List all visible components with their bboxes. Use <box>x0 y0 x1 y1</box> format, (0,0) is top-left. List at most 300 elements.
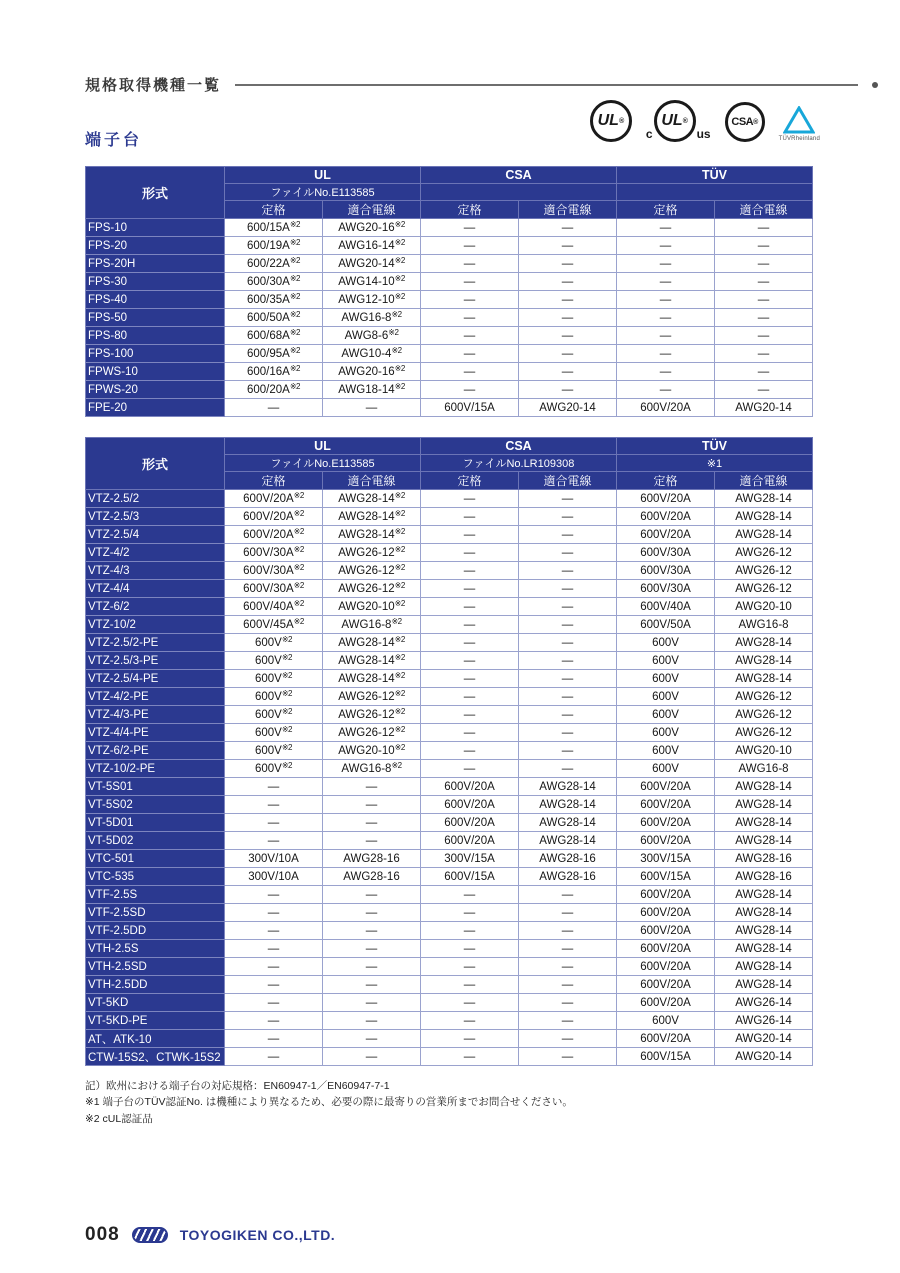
spec-value-cell: AWG28-14 <box>715 508 813 526</box>
spec-value-cell: — <box>519 652 617 670</box>
spec-value-cell: — <box>519 706 617 724</box>
table-body <box>86 490 813 1066</box>
group-header-tüv: TÜV <box>617 438 813 455</box>
spec-value-cell: AWG26-12 <box>715 706 813 724</box>
spec-value-cell: AWG28-14$^{※2}$ <box>323 670 421 688</box>
spec-value-cell: AWG10-4$^{※2}$ <box>323 345 421 363</box>
note-2-superscript: ※2 <box>394 508 405 518</box>
spec-value-cell: 600V/15A <box>421 868 519 886</box>
spec-value-cell: AWG28-14 <box>715 886 813 904</box>
sub-column-header: 適合電線 <box>323 472 421 490</box>
spec-value-cell: 600V/20A <box>617 940 715 958</box>
spec-value-cell: — <box>421 958 519 976</box>
title-rule <box>235 84 858 86</box>
spec-value-cell: $600/15A^{※2}$ <box>225 219 323 237</box>
table-row <box>86 976 813 994</box>
model-name-cell: FPS-30 <box>86 273 225 291</box>
note-2-superscript: ※2 <box>391 616 402 626</box>
spec-value-cell: AWG8-6$^{※2}$ <box>323 327 421 345</box>
spec-value-cell: — <box>421 688 519 706</box>
spec-value-cell: $600/95A^{※2}$ <box>225 345 323 363</box>
table-row <box>86 922 813 940</box>
spec-value-cell: — <box>225 976 323 994</box>
spec-value-cell: — <box>323 778 421 796</box>
spec-value-cell: — <box>519 688 617 706</box>
model-column-header: 形式 <box>86 167 225 219</box>
table-row <box>86 309 813 327</box>
note-2-superscript: ※2 <box>388 327 399 337</box>
spec-value-cell: — <box>519 994 617 1012</box>
spec-value-cell: — <box>519 976 617 994</box>
spec-value-cell: 600V <box>617 688 715 706</box>
spec-value-cell: AWG28-14 <box>715 796 813 814</box>
spec-value-cell: — <box>715 219 813 237</box>
model-name-cell: VTH-2.5SD <box>86 958 225 976</box>
spec-value-cell: — <box>519 1048 617 1066</box>
model-name-cell: FPS-10 <box>86 219 225 237</box>
note-2-superscript: ※2 <box>281 742 292 752</box>
model-name-cell: VTZ-4/3 <box>86 562 225 580</box>
spec-value-cell: AWG20-14$^{※2}$ <box>323 255 421 273</box>
spec-value-cell: AWG28-14 <box>715 814 813 832</box>
spec-value-cell: AWG16-8$^{※2}$ <box>323 760 421 778</box>
spec-value-cell: — <box>225 940 323 958</box>
table-row <box>86 381 813 399</box>
table-row <box>86 886 813 904</box>
sub-column-header: 適合電線 <box>715 201 813 219</box>
sub-column-header: 定格 <box>225 201 323 219</box>
note-2-superscript: ※2 <box>394 544 405 554</box>
spec-value-cell: AWG28-14 <box>715 526 813 544</box>
spec-value-cell: 600V/15A <box>617 868 715 886</box>
note-2-superscript: ※2 <box>394 652 405 662</box>
note-2-superscript: ※2 <box>391 309 402 319</box>
sub-column-header: 定格 <box>617 201 715 219</box>
footnotes <box>85 1078 573 1127</box>
table-row <box>86 706 813 724</box>
sub-column-header: 適合電線 <box>715 472 813 490</box>
table-row <box>86 652 813 670</box>
note-2-superscript: ※2 <box>391 760 402 770</box>
note-2-superscript: ※2 <box>394 291 405 301</box>
spec-value-cell: AWG20-14 <box>715 1030 813 1048</box>
spec-value-cell: — <box>617 309 715 327</box>
model-name-cell: FPWS-20 <box>86 381 225 399</box>
model-name-cell: VTZ-2.5/3-PE <box>86 652 225 670</box>
table-row <box>86 670 813 688</box>
note-2-superscript: ※2 <box>394 237 405 247</box>
note-2-superscript: ※2 <box>289 237 300 247</box>
spec-value-cell: 600V/20A <box>617 778 715 796</box>
spec-value-cell: — <box>421 508 519 526</box>
spec-value-cell: — <box>421 381 519 399</box>
spec-value-cell: — <box>421 760 519 778</box>
spec-value-cell: — <box>617 345 715 363</box>
table-row <box>86 562 813 580</box>
spec-value-cell: AWG16-8$^{※2}$ <box>323 616 421 634</box>
spec-value-cell: — <box>617 327 715 345</box>
spec-value-cell: — <box>225 1048 323 1066</box>
spec-value-cell: $600/20A^{※2}$ <box>225 381 323 399</box>
model-name-cell: VTZ-2.5/3 <box>86 508 225 526</box>
spec-value-cell: AWG28-14 <box>715 940 813 958</box>
group-header-ul: UL <box>225 438 421 455</box>
note-2-superscript: ※2 <box>281 688 292 698</box>
spec-value-cell: — <box>617 219 715 237</box>
spec-value-cell: — <box>323 1012 421 1030</box>
model-name-cell: VTZ-2.5/4-PE <box>86 670 225 688</box>
spec-value-cell: — <box>225 1030 323 1048</box>
spec-value-cell: — <box>421 327 519 345</box>
header-row-groups <box>86 167 813 184</box>
model-name-cell: VTF-2.5S <box>86 886 225 904</box>
spec-value-cell: AWG28-14 <box>715 958 813 976</box>
spec-value-cell: 600V/20A <box>617 886 715 904</box>
spec-value-cell: — <box>225 994 323 1012</box>
note-2-superscript: ※2 <box>289 255 300 265</box>
spec-value-cell: 600V <box>617 742 715 760</box>
table-row <box>86 598 813 616</box>
spec-value-cell: AWG28-14 <box>715 832 813 850</box>
note-2-superscript: ※2 <box>293 508 304 518</box>
spec-value-cell: — <box>323 958 421 976</box>
model-name-cell: VTZ-6/2 <box>86 598 225 616</box>
file-number-header: ファイルNo.E113585 <box>225 184 421 201</box>
spec-value-cell: $600V^{※2}$ <box>225 706 323 724</box>
spec-value-cell: — <box>421 670 519 688</box>
spec-value-cell: — <box>225 796 323 814</box>
note-2-superscript: ※2 <box>394 634 405 644</box>
subsection-title: 端子台 <box>85 132 143 149</box>
spec-value-cell: AWG26-12$^{※2}$ <box>323 562 421 580</box>
spec-value-cell: $600/22A^{※2}$ <box>225 255 323 273</box>
spec-value-cell: AWG20-16$^{※2}$ <box>323 363 421 381</box>
spec-value-cell: — <box>519 309 617 327</box>
table-row <box>86 1030 813 1048</box>
spec-value-cell: — <box>421 634 519 652</box>
model-name-cell: AT、ATK-10 <box>86 1030 225 1048</box>
table-row <box>86 904 813 922</box>
spec-value-cell: AWG28-14$^{※2}$ <box>323 526 421 544</box>
spec-value-cell: — <box>519 327 617 345</box>
spec-value-cell: AWG28-14$^{※2}$ <box>323 508 421 526</box>
spec-value-cell: — <box>323 796 421 814</box>
spec-value-cell: $600V/30A^{※2}$ <box>225 562 323 580</box>
spec-value-cell: — <box>617 237 715 255</box>
spec-value-cell: — <box>519 670 617 688</box>
spec-value-cell: — <box>617 255 715 273</box>
spec-value-cell: — <box>421 580 519 598</box>
spec-value-cell: 600V/20A <box>617 904 715 922</box>
spec-value-cell: AWG26-12 <box>715 544 813 562</box>
group-header-ul: UL <box>225 167 421 184</box>
model-name-cell: VTC-535 <box>86 868 225 886</box>
spec-value-cell: — <box>519 345 617 363</box>
spec-value-cell: AWG28-14 <box>519 832 617 850</box>
cul-prefix: c <box>645 127 653 141</box>
spec-value-cell: 600V/20A <box>421 814 519 832</box>
spec-value-cell: 600V/50A <box>617 616 715 634</box>
spec-value-cell: $600V/30A^{※2}$ <box>225 580 323 598</box>
note-2-superscript: ※2 <box>281 634 292 644</box>
model-name-cell: FPS-20H <box>86 255 225 273</box>
sub-column-header: 定格 <box>421 472 519 490</box>
csa-logo-icon <box>725 102 765 142</box>
header-row-groups <box>86 438 813 455</box>
note-2-superscript: ※2 <box>394 381 405 391</box>
spec-value-cell: — <box>617 381 715 399</box>
spec-value-cell: 600V/30A <box>617 544 715 562</box>
spec-value-cell: $600/19A^{※2}$ <box>225 237 323 255</box>
spec-value-cell: 600V/20A <box>617 832 715 850</box>
spec-value-cell: 600V/20A <box>617 814 715 832</box>
model-name-cell: VTZ-6/2-PE <box>86 742 225 760</box>
note-2: ※2 cUL認証品 <box>85 1112 153 1125</box>
page-footer <box>85 1224 335 1246</box>
spec-value-cell: AWG20-14 <box>715 1048 813 1066</box>
spec-value-cell: $600V/30A^{※2}$ <box>225 544 323 562</box>
spec-value-cell: 600V/20A <box>617 1030 715 1048</box>
spec-value-cell: AWG28-14 <box>715 904 813 922</box>
model-name-cell: FPS-20 <box>86 237 225 255</box>
spec-value-cell: — <box>519 580 617 598</box>
note-2-superscript: ※2 <box>281 670 292 680</box>
spec-value-cell: AWG20-10 <box>715 742 813 760</box>
sub-column-header: 定格 <box>225 472 323 490</box>
note-2-superscript: ※2 <box>293 598 304 608</box>
spec-value-cell: 600V <box>617 706 715 724</box>
note-2-superscript: ※2 <box>293 526 304 536</box>
table-row <box>86 940 813 958</box>
spec-value-cell: 600V/20A <box>421 796 519 814</box>
spec-value-cell: — <box>421 940 519 958</box>
spec-value-cell: AWG28-14$^{※2}$ <box>323 652 421 670</box>
note-2-superscript: ※2 <box>394 255 405 265</box>
spec-value-cell: — <box>323 399 421 417</box>
table-row <box>86 796 813 814</box>
spec-value-cell: AWG26-12$^{※2}$ <box>323 688 421 706</box>
spec-value-cell: — <box>225 399 323 417</box>
spec-value-cell: $600V/40A^{※2}$ <box>225 598 323 616</box>
toyogiken-logo-icon <box>132 1227 168 1243</box>
spec-value-cell: 600V/20A <box>617 976 715 994</box>
model-name-cell: VTZ-10/2-PE <box>86 760 225 778</box>
model-name-cell: VT-5KD-PE <box>86 1012 225 1030</box>
note-2-superscript: ※2 <box>289 363 300 373</box>
spec-value-cell: — <box>421 309 519 327</box>
spec-value-cell: $600/50A^{※2}$ <box>225 309 323 327</box>
table-row <box>86 616 813 634</box>
spec-value-cell: AWG26-12$^{※2}$ <box>323 580 421 598</box>
note-2-superscript: ※2 <box>289 309 300 319</box>
spec-value-cell: — <box>421 1012 519 1030</box>
spec-value-cell: — <box>519 616 617 634</box>
sub-column-header: 適合電線 <box>519 472 617 490</box>
spec-value-cell: — <box>519 904 617 922</box>
spec-value-cell: — <box>519 922 617 940</box>
model-name-cell: VTZ-2.5/2-PE <box>86 634 225 652</box>
table-row <box>86 1048 813 1066</box>
spec-value-cell: 600V/15A <box>617 1048 715 1066</box>
spec-value-cell: — <box>519 363 617 381</box>
model-name-cell: VTZ-2.5/4 <box>86 526 225 544</box>
spec-value-cell: — <box>323 994 421 1012</box>
spec-value-cell: — <box>519 760 617 778</box>
note-general: 記）欧州における端子台の対応規格：EN60947-1／EN60947-7-1 <box>85 1080 390 1092</box>
spec-value-cell: — <box>421 490 519 508</box>
spec-value-cell: — <box>617 363 715 381</box>
note-2-superscript: ※2 <box>394 724 405 734</box>
spec-value-cell: — <box>519 544 617 562</box>
model-name-cell: FPS-40 <box>86 291 225 309</box>
model-name-cell: VTZ-10/2 <box>86 616 225 634</box>
table-row <box>86 958 813 976</box>
spec-value-cell: AWG28-16 <box>519 868 617 886</box>
spec-value-cell: AWG28-14$^{※2}$ <box>323 634 421 652</box>
spec-value-cell: $600/16A^{※2}$ <box>225 363 323 381</box>
spec-value-cell: — <box>519 598 617 616</box>
spec-value-cell: — <box>519 237 617 255</box>
spec-value-cell: — <box>715 273 813 291</box>
spec-value-cell: AWG28-14 <box>519 814 617 832</box>
spec-value-cell: AWG26-12$^{※2}$ <box>323 706 421 724</box>
note-2-superscript: ※2 <box>394 562 405 572</box>
spec-value-cell: — <box>715 363 813 381</box>
spec-value-cell: 300V/10A <box>225 868 323 886</box>
note-1: ※1 端子台のTÜV認証No. は機種により異なるため、必要の際に最寄りの営業所までお問合せください。 <box>85 1096 573 1109</box>
spec-value-cell: — <box>519 562 617 580</box>
spec-value-cell: AWG26-14 <box>715 994 813 1012</box>
spec-value-cell: AWG28-14 <box>715 670 813 688</box>
spec-value-cell: — <box>421 976 519 994</box>
spec-value-cell: — <box>421 1030 519 1048</box>
spec-value-cell: — <box>421 363 519 381</box>
page-title: 規格取得機種一覧 <box>85 77 222 94</box>
spec-value-cell: AWG26-12 <box>715 580 813 598</box>
spec-value-cell: — <box>225 814 323 832</box>
tuv-rheinland-logo-icon <box>779 106 820 142</box>
spec-value-cell: — <box>617 273 715 291</box>
file-number-header <box>617 184 813 201</box>
spec-value-cell: $600V^{※2}$ <box>225 742 323 760</box>
spec-value-cell: AWG28-16 <box>519 850 617 868</box>
note-2-superscript: ※2 <box>391 345 402 355</box>
table-header <box>86 167 813 219</box>
note-2-superscript: ※2 <box>289 381 300 391</box>
fps-series-table-wrap <box>85 166 813 417</box>
file-number-header: ファイルNo.E113585 <box>225 455 421 472</box>
model-name-cell: VT-5S02 <box>86 796 225 814</box>
spec-value-cell: $600/35A^{※2}$ <box>225 291 323 309</box>
spec-value-cell: — <box>617 291 715 309</box>
model-name-cell: FPS-100 <box>86 345 225 363</box>
spec-value-cell: AWG28-14 <box>715 652 813 670</box>
spec-value-cell: — <box>519 255 617 273</box>
spec-value-cell: — <box>421 273 519 291</box>
spec-value-cell: 600V/20A <box>617 994 715 1012</box>
note-2-superscript: ※2 <box>289 345 300 355</box>
spec-table-fps <box>85 166 813 417</box>
spec-value-cell: 300V/15A <box>617 850 715 868</box>
spec-value-cell: AWG26-12$^{※2}$ <box>323 544 421 562</box>
spec-value-cell: — <box>519 742 617 760</box>
spec-value-cell: — <box>323 976 421 994</box>
spec-value-cell: 600V/20A <box>617 399 715 417</box>
note-2-superscript: ※2 <box>289 291 300 301</box>
spec-value-cell: 600V/15A <box>421 399 519 417</box>
note-2-superscript: ※2 <box>289 219 300 229</box>
table-row <box>86 832 813 850</box>
spec-value-cell: AWG26-12 <box>715 724 813 742</box>
spec-value-cell: AWG20-14 <box>715 399 813 417</box>
model-name-cell: VTC-501 <box>86 850 225 868</box>
table-row <box>86 1012 813 1030</box>
note-2-superscript: ※2 <box>289 327 300 337</box>
table-row <box>86 760 813 778</box>
spec-value-cell: $600V/20A^{※2}$ <box>225 490 323 508</box>
model-column-header: 形式 <box>86 438 225 490</box>
spec-value-cell: 300V/10A <box>225 850 323 868</box>
table-row <box>86 273 813 291</box>
model-name-cell: VTZ-4/4-PE <box>86 724 225 742</box>
spec-value-cell: — <box>421 237 519 255</box>
spec-value-cell: — <box>421 724 519 742</box>
spec-value-cell: AWG28-14 <box>715 490 813 508</box>
spec-value-cell: — <box>225 778 323 796</box>
model-name-cell: FPWS-10 <box>86 363 225 381</box>
note-2-superscript: ※2 <box>394 706 405 716</box>
table-row <box>86 345 813 363</box>
spec-value-cell: — <box>421 1048 519 1066</box>
note-2-superscript: ※2 <box>281 760 292 770</box>
csa-logo-text: CSA <box>731 116 754 128</box>
table-header <box>86 438 813 490</box>
spec-value-cell: 600V/20A <box>617 508 715 526</box>
model-name-cell: VTH-2.5DD <box>86 976 225 994</box>
spec-value-cell: — <box>715 327 813 345</box>
note-2-superscript: ※2 <box>293 544 304 554</box>
spec-value-cell: AWG12-10$^{※2}$ <box>323 291 421 309</box>
spec-value-cell: 600V/20A <box>617 490 715 508</box>
spec-value-cell: — <box>519 291 617 309</box>
model-name-cell: FPS-50 <box>86 309 225 327</box>
spec-value-cell: — <box>421 904 519 922</box>
table-row <box>86 994 813 1012</box>
spec-value-cell: — <box>225 904 323 922</box>
spec-value-cell: 600V/20A <box>617 958 715 976</box>
section-header <box>85 74 878 95</box>
spec-value-cell: 600V/20A <box>421 832 519 850</box>
note-2-superscript: ※2 <box>293 562 304 572</box>
note-2-superscript: ※2 <box>394 526 405 536</box>
table-row <box>86 363 813 381</box>
ul-logo-text: UL <box>597 112 619 129</box>
spec-value-cell: — <box>715 237 813 255</box>
spec-value-cell: 600V <box>617 1012 715 1030</box>
model-name-cell: CTW-15S2、CTWK-15S2 <box>86 1048 225 1066</box>
model-name-cell: VTF-2.5DD <box>86 922 225 940</box>
spec-value-cell: 600V <box>617 634 715 652</box>
spec-value-cell: — <box>421 598 519 616</box>
spec-value-cell: — <box>421 345 519 363</box>
spec-value-cell: AWG16-8 <box>715 760 813 778</box>
spec-value-cell: $600/68A^{※2}$ <box>225 327 323 345</box>
model-name-cell: FPE-20 <box>86 399 225 417</box>
file-number-header <box>421 184 617 201</box>
spec-value-cell: — <box>323 1030 421 1048</box>
spec-value-cell: $600V/20A^{※2}$ <box>225 508 323 526</box>
spec-value-cell: — <box>323 832 421 850</box>
